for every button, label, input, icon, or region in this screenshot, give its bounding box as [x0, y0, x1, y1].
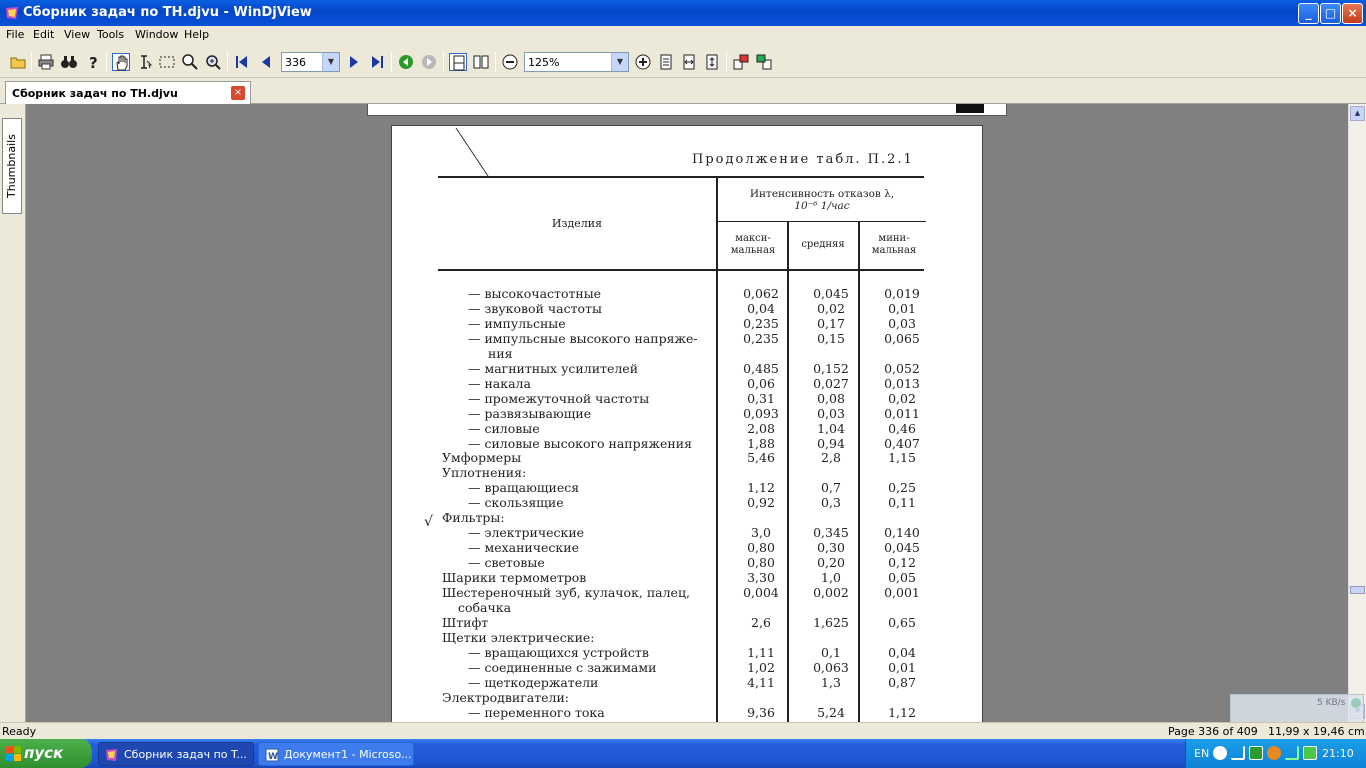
table-row — [392, 570, 983, 585]
table-top-rule — [438, 176, 924, 178]
table-row — [392, 690, 983, 705]
row-value-max: 0,80 — [747, 555, 775, 571]
help-icon[interactable] — [84, 53, 102, 71]
table-row — [392, 361, 983, 376]
next-page-icon[interactable] — [345, 53, 363, 71]
row-value-avg: 0,345 — [813, 525, 849, 541]
row-item-name: собачка — [458, 599, 512, 615]
table-row — [392, 630, 983, 645]
windows-logo-icon — [6, 746, 22, 761]
row-item-name: — импульсные — [468, 315, 566, 331]
forward-icon[interactable] — [420, 53, 438, 71]
row-value-min: 0,11 — [888, 495, 916, 511]
row-value-min: 0,011 — [884, 405, 920, 421]
table-row — [392, 465, 983, 480]
status-bar — [0, 722, 1366, 739]
title-bar — [0, 0, 1366, 26]
row-value-max: 0,06 — [747, 375, 775, 391]
zoom-combo[interactable] — [524, 52, 629, 72]
fit-width-icon[interactable] — [680, 53, 698, 71]
table-row — [392, 705, 983, 720]
row-item-name: — вращающихся устройств — [468, 644, 649, 660]
row-value-max: 2,08 — [747, 420, 775, 436]
table-caption: Продолжение табл. П.2.1 — [692, 152, 914, 167]
header-sub-rule — [718, 221, 926, 222]
menu-window[interactable]: Window — [135, 28, 179, 41]
maximize-button[interactable]: □ — [1320, 3, 1341, 24]
row-value-min: 0,87 — [888, 674, 916, 690]
row-value-min: 0,065 — [884, 330, 920, 346]
hand-tool-icon[interactable] — [112, 53, 130, 71]
table-row — [392, 540, 983, 555]
row-value-min: 1,12 — [888, 704, 916, 720]
table-row — [392, 675, 983, 690]
table-row — [392, 645, 983, 660]
svg-text:?: ? — [89, 54, 98, 71]
row-value-min: 0,019 — [884, 286, 920, 301]
row-value-max: 0,31 — [747, 390, 775, 406]
row-value-avg: 1,625 — [813, 614, 849, 630]
row-value-min: 0,045 — [884, 540, 920, 556]
table-row — [392, 316, 983, 331]
status-ready: Ready — [2, 725, 37, 738]
zoom-out-icon[interactable] — [501, 53, 519, 71]
open-folder-icon[interactable] — [9, 53, 27, 71]
row-value-min: 0,01 — [888, 659, 916, 675]
row-item-name: — вращающиеся — [468, 480, 580, 496]
row-value-min: 0,12 — [888, 555, 916, 571]
document-tab-bar — [0, 78, 1366, 104]
row-value-min: 0,052 — [884, 360, 920, 376]
close-window-button[interactable]: × — [1342, 3, 1363, 24]
document-tab-label: Сборник задач по TH.djvu — [12, 87, 178, 100]
margin-check-mark: √ — [424, 514, 433, 530]
row-item-name: Щетки электрические: — [442, 629, 595, 645]
row-item-name: Шарики термометров — [442, 570, 587, 586]
task-word-label: Документ1 - Microso... — [284, 748, 412, 761]
actual-size-icon[interactable] — [657, 53, 675, 71]
zoom-value: 125% — [528, 56, 560, 69]
task-windjview[interactable] — [98, 742, 254, 766]
windjview-task-icon — [105, 748, 119, 762]
row-item-name: — промежуточной частоты — [468, 390, 650, 406]
scroll-up-icon[interactable]: ▲ — [1350, 106, 1365, 121]
single-page-icon[interactable] — [449, 53, 467, 71]
minimize-button[interactable]: _ — [1298, 3, 1319, 24]
first-page-icon[interactable] — [233, 53, 251, 71]
row-value-min: 0,013 — [884, 375, 920, 391]
header-col-max: макси- мальная — [730, 233, 776, 256]
table-row — [392, 406, 983, 421]
toolbar — [0, 44, 1366, 78]
taskbar — [0, 739, 1366, 768]
menu-bar — [0, 26, 1366, 44]
row-item-name: — магнитных усилителей — [468, 360, 639, 376]
network-signal-icon[interactable] — [1285, 746, 1299, 760]
row-value-avg: 0,30 — [817, 540, 845, 556]
table-row — [392, 450, 983, 465]
row-item-name: — механические — [468, 540, 579, 556]
table-row — [392, 660, 983, 675]
start-label: пуск — [24, 744, 64, 762]
table-row — [392, 286, 983, 301]
row-value-max: 0,92 — [747, 495, 775, 511]
table-row — [392, 436, 983, 451]
row-value-max: 0,062 — [743, 286, 779, 301]
facing-pages-icon[interactable] — [472, 53, 490, 71]
previous-page-icon[interactable] — [257, 53, 275, 71]
row-item-name: — силовые — [468, 420, 540, 436]
find-binoculars-icon[interactable] — [60, 53, 78, 71]
document-tab[interactable] — [5, 81, 251, 104]
row-value-max: 4,11 — [747, 674, 775, 690]
row-value-max: 0,04 — [747, 300, 775, 316]
row-item-name: — накала — [468, 375, 531, 391]
header-units: 10⁻⁶ 1/час — [794, 200, 850, 212]
row-value-avg: 0,08 — [817, 390, 845, 406]
chevron-down-icon[interactable]: ▼ — [611, 53, 628, 71]
row-value-avg: 1,3 — [821, 674, 841, 690]
system-tray — [1185, 739, 1366, 768]
row-value-min: 0,407 — [884, 435, 920, 451]
row-value-min: 1,15 — [888, 450, 916, 466]
utility-icon[interactable] — [1249, 746, 1263, 760]
row-value-avg: 0,002 — [813, 585, 849, 600]
table-row — [392, 585, 983, 600]
clock: 21:10 — [1322, 747, 1354, 760]
row-item-name: ния — [488, 345, 513, 361]
row-value-max: 3,0 — [751, 525, 771, 541]
row-value-avg: 0,152 — [813, 360, 849, 376]
thumbnails-tab[interactable]: Thumbnails — [2, 118, 22, 214]
row-item-name: — силовые высокого напряжения — [468, 435, 692, 451]
table-row — [392, 421, 983, 436]
table-row — [392, 391, 983, 406]
table-row — [392, 510, 983, 525]
rect-select-icon[interactable] — [158, 53, 176, 71]
row-value-avg: 2,8 — [821, 450, 841, 466]
row-item-name: — импульсные высокого напряже- — [468, 330, 698, 346]
row-value-max: 0,485 — [743, 360, 779, 376]
window-title: Сборник задач по TH.djvu - WinDjView — [23, 5, 312, 20]
row-item-name: — скользящие — [468, 495, 564, 511]
row-value-avg: 1,04 — [817, 420, 845, 436]
header-bottom-rule — [438, 269, 924, 271]
row-value-min: 0,04 — [888, 644, 916, 660]
last-page-icon[interactable] — [368, 53, 386, 71]
row-value-max: 2,6 — [751, 614, 771, 630]
language-bar-icon[interactable] — [1213, 746, 1227, 760]
text-select-icon[interactable] — [135, 53, 153, 71]
document-viewport[interactable] — [26, 104, 1348, 722]
zoom-in-icon[interactable] — [634, 53, 652, 71]
vertical-scrollbar[interactable] — [1348, 104, 1366, 722]
table-row — [392, 480, 983, 495]
table-row — [392, 376, 983, 391]
menu-help[interactable]: Help — [184, 28, 210, 41]
fit-page-icon[interactable] — [703, 53, 721, 71]
row-value-min: 0,001 — [884, 585, 920, 600]
zoom-rect-icon[interactable] — [204, 53, 222, 71]
header-col-min: мини- мальная — [871, 233, 917, 256]
row-value-avg: 1,0 — [821, 570, 841, 586]
row-value-avg: 0,063 — [813, 659, 849, 675]
scroll-thumb[interactable] — [1350, 586, 1365, 594]
rotate-right-icon[interactable] — [755, 53, 773, 71]
row-value-max: 0,004 — [743, 585, 779, 600]
back-icon[interactable] — [397, 53, 415, 71]
row-value-avg: 0,027 — [813, 375, 849, 391]
row-item-name: — высокочастотные — [468, 286, 602, 301]
row-value-avg: 0,7 — [821, 480, 841, 496]
table-row — [392, 331, 983, 346]
menu-view[interactable]: View — [64, 28, 91, 41]
signal-icon[interactable] — [1231, 746, 1245, 760]
status-page-size: 11,99 x 19,46 cm — [1268, 725, 1365, 738]
row-value-avg: 0,17 — [817, 315, 845, 331]
row-value-avg: 0,045 — [813, 286, 849, 301]
row-item-name: — соединенные с зажимами — [468, 659, 657, 675]
zoom-tool-icon[interactable] — [181, 53, 199, 71]
header-items: Изделия — [551, 217, 603, 230]
row-value-min: 0,65 — [888, 614, 916, 630]
browser-icon[interactable] — [1267, 746, 1281, 760]
row-value-max: 0,093 — [743, 405, 779, 421]
table-row — [392, 525, 983, 540]
menu-file[interactable]: File — [6, 28, 25, 41]
page-number-value: 336 — [285, 56, 306, 69]
row-value-avg: 0,15 — [817, 330, 845, 346]
row-item-name: Умформеры — [442, 450, 522, 466]
table-row — [392, 555, 983, 570]
battery-icon[interactable] — [1303, 746, 1317, 760]
row-item-name: — световые — [468, 555, 545, 571]
row-value-max: 3,30 — [747, 570, 775, 586]
table-row — [392, 495, 983, 510]
chevron-down-icon[interactable]: ▼ — [322, 53, 339, 71]
word-document-icon — [265, 748, 279, 762]
status-page: Page 336 of 409 — [1168, 725, 1258, 738]
rotate-left-icon[interactable] — [732, 53, 750, 71]
row-value-min: 0,46 — [888, 420, 916, 436]
row-value-avg: 0,1 — [821, 644, 841, 660]
start-button[interactable] — [0, 739, 92, 768]
row-value-max: 0,235 — [743, 330, 779, 346]
row-item-name: — переменного тока — [468, 704, 605, 720]
table-row — [392, 600, 983, 615]
row-value-min: 0,140 — [884, 525, 920, 541]
task-word[interactable] — [258, 742, 414, 766]
row-value-avg: 5,24 — [817, 704, 845, 720]
row-value-max: 0,235 — [743, 315, 779, 331]
row-value-max: 1,11 — [747, 644, 775, 660]
row-value-min: 0,02 — [888, 390, 916, 406]
windjview-app-icon — [4, 5, 20, 21]
task-windjview-label: Сборник задач по T... — [124, 748, 247, 761]
row-value-avg: 0,3 — [821, 495, 841, 511]
row-value-avg: 0,02 — [817, 300, 845, 316]
menu-edit[interactable]: Edit — [33, 28, 55, 41]
close-tab-icon[interactable]: × — [231, 86, 245, 100]
row-item-name: Штифт — [442, 614, 489, 630]
network-widget-icon — [1351, 698, 1361, 708]
row-item-name: Уплотнения: — [442, 465, 527, 481]
row-item-name: Фильтры: — [442, 510, 505, 526]
svg-text:W: W — [268, 752, 278, 762]
row-item-name: Электродвигатели: — [442, 689, 570, 705]
header-col-avg: средняя — [801, 239, 845, 250]
page-number-combo[interactable] — [281, 52, 340, 72]
table-row — [392, 346, 983, 361]
header-intensity: Интенсивность отказов λ, — [749, 188, 895, 200]
language-indicator[interactable]: EN — [1194, 747, 1210, 760]
row-value-max: 0,80 — [747, 540, 775, 556]
side-panel — [0, 104, 26, 722]
row-value-min: 0,01 — [888, 300, 916, 316]
row-item-name: — развязывающие — [468, 405, 592, 421]
row-value-avg: 0,03 — [817, 405, 845, 421]
table-row — [392, 301, 983, 316]
row-value-min: 0,03 — [888, 315, 916, 331]
row-item-name: — электрические — [468, 525, 585, 541]
row-item-name: Шестереночный зуб, кулачок, палец, — [442, 585, 690, 600]
page-mark-stroke — [452, 126, 492, 178]
row-value-max: 1,02 — [747, 659, 775, 675]
row-value-max: 9,36 — [747, 704, 775, 720]
row-value-avg: 0,94 — [817, 435, 845, 451]
document-page — [391, 125, 983, 722]
menu-tools[interactable]: Tools — [97, 28, 125, 41]
row-value-avg: 0,20 — [817, 555, 845, 571]
network-speed: 5 KB/s — [1317, 698, 1346, 708]
print-icon[interactable] — [37, 53, 55, 71]
row-value-max: 1,88 — [747, 435, 775, 451]
table-row — [392, 615, 983, 630]
row-value-min: 0,05 — [888, 570, 916, 586]
row-value-max: 5,46 — [747, 450, 775, 466]
row-value-max: 1,12 — [747, 480, 775, 496]
row-item-name: — щеткодержатели — [468, 674, 599, 690]
previous-page-bottom — [367, 104, 1007, 116]
row-value-min: 0,25 — [888, 480, 916, 496]
row-item-name: — звуковой частоты — [468, 300, 602, 316]
